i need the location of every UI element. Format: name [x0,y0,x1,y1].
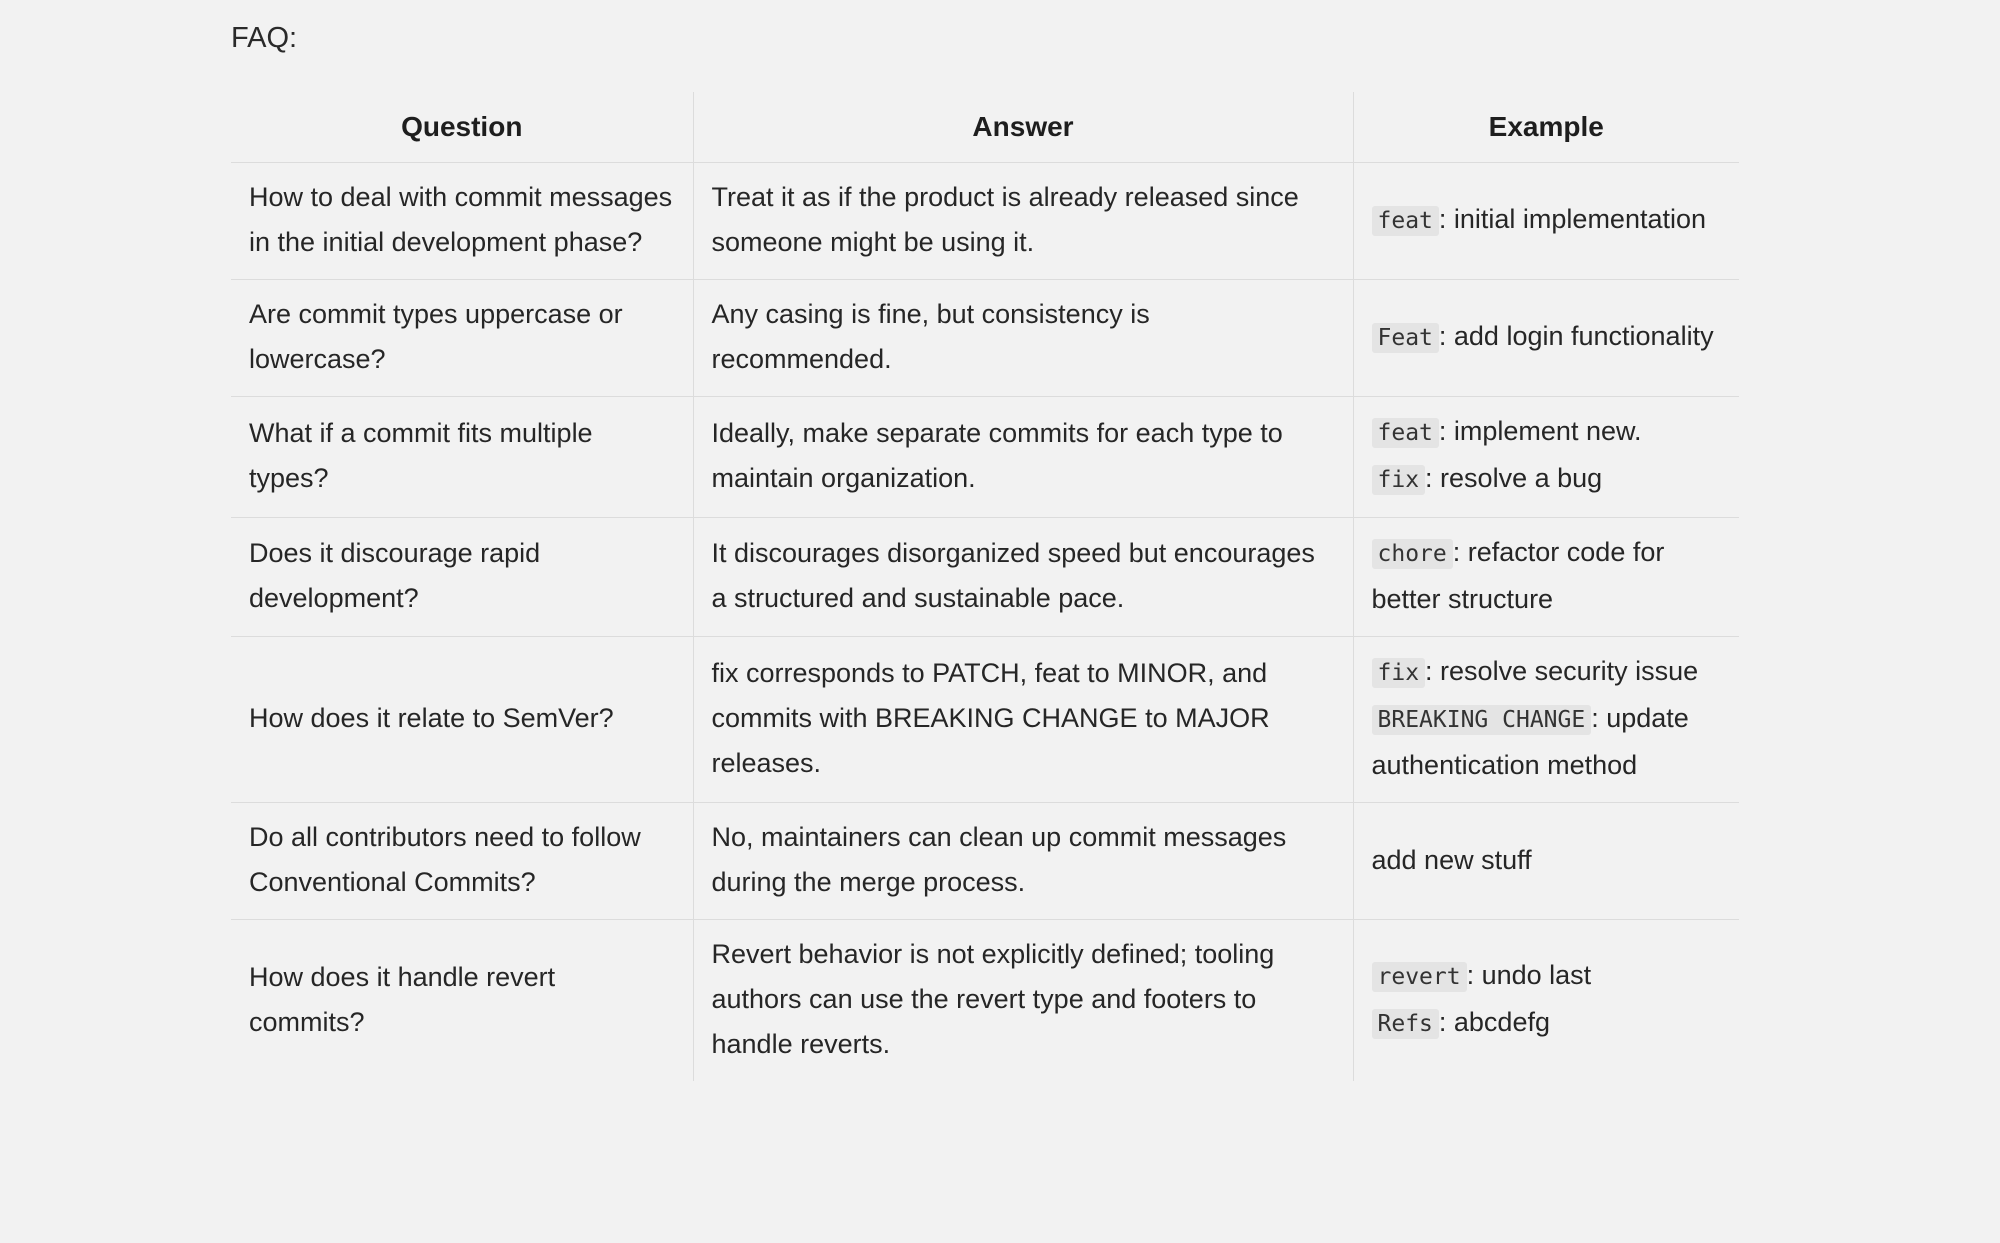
example-cell [1353,163,1739,280]
example-line [1372,530,1722,622]
question-cell: Do all contributors need to follow Conventional Commits? [231,803,693,920]
table-row [231,920,1739,1082]
question-cell: How to deal with commit messages in the initial development phase? [231,163,693,280]
table-row [231,163,1739,280]
table-header-row [231,92,1739,163]
commit-type-code: fix [1372,658,1426,688]
answer-cell: It discourages disorganized speed but encourages a structured and sustainable pace. [693,518,1353,637]
example-text: : undo last [1466,959,1592,990]
example-line [1372,649,1722,696]
faq-heading: FAQ: [231,22,298,54]
example-text: : resolve security issue [1425,656,1699,686]
example-text: : add login functionality [1438,320,1714,351]
question-cell: How does it relate to SemVer? [231,637,693,803]
example-line [1372,197,1722,244]
example-cell [1353,518,1739,637]
answer-cell: Any casing is fine, but consistency is recommended. [693,280,1353,397]
example-line [1372,409,1722,456]
example-line [1372,314,1722,361]
example-line [1372,838,1722,883]
table-row [231,280,1739,397]
answer-cell: No, maintainers can clean up commit messages during the merge process. [693,803,1353,920]
answer-cell: fix corresponds to PATCH, feat to MINOR, and commits with BREAKING CHANGE to MAJOR releases. [693,637,1353,803]
table-body [231,163,1739,1082]
answer-cell: Ideally, make separate commits for each type to maintain organization. [693,397,1353,518]
column-header-answer: Answer [693,92,1353,163]
example-cell [1353,803,1739,920]
commit-type-code: BREAKING CHANGE [1372,705,1592,735]
example-text: : initial implementation [1438,203,1707,234]
example-line [1372,456,1722,503]
example-text: : implement new. [1438,416,1642,446]
question-cell: What if a commit fits multiple types? [231,397,693,518]
commit-type-code: feat [1372,206,1439,236]
example-text: : resolve a bug [1425,463,1603,493]
answer-cell: Treat it as if the product is already released since someone might be using it. [693,163,1353,280]
table-row [231,637,1739,803]
question-cell: Are commit types uppercase or lowercase? [231,280,693,397]
commit-type-code: chore [1372,539,1453,569]
column-header-question: Question [231,92,693,163]
example-text: : abcdefg [1438,1006,1550,1037]
table-row [231,397,1739,518]
answer-cell: Revert behavior is not explicitly defined; tooling authors can use the revert type and footers to handle reverts. [693,920,1353,1082]
example-cell [1353,637,1739,803]
question-cell: How does it handle revert commits? [249,961,556,1037]
commit-type-code: Refs [1372,1009,1439,1039]
example-cell [1353,280,1739,397]
commit-type-code: revert [1372,962,1467,992]
example-line [1372,953,1722,1000]
example-line [1372,696,1722,788]
commit-type-code: feat [1372,418,1439,448]
table-row [231,518,1739,637]
example-text: add new stuff [1371,844,1532,875]
example-text: : refactor code for better structure [1371,537,1665,614]
example-line [1372,1000,1722,1047]
example-cell [1353,397,1739,518]
column-header-example: Example [1353,92,1739,163]
question-cell: Does it discourage rapid development? [231,518,693,637]
faq-table [231,92,1739,1081]
commit-type-code: fix [1372,465,1426,495]
commit-type-code: Feat [1372,323,1439,353]
example-text: : update authentication method [1371,703,1689,780]
example-cell [1353,920,1739,1082]
table-row [231,803,1739,920]
